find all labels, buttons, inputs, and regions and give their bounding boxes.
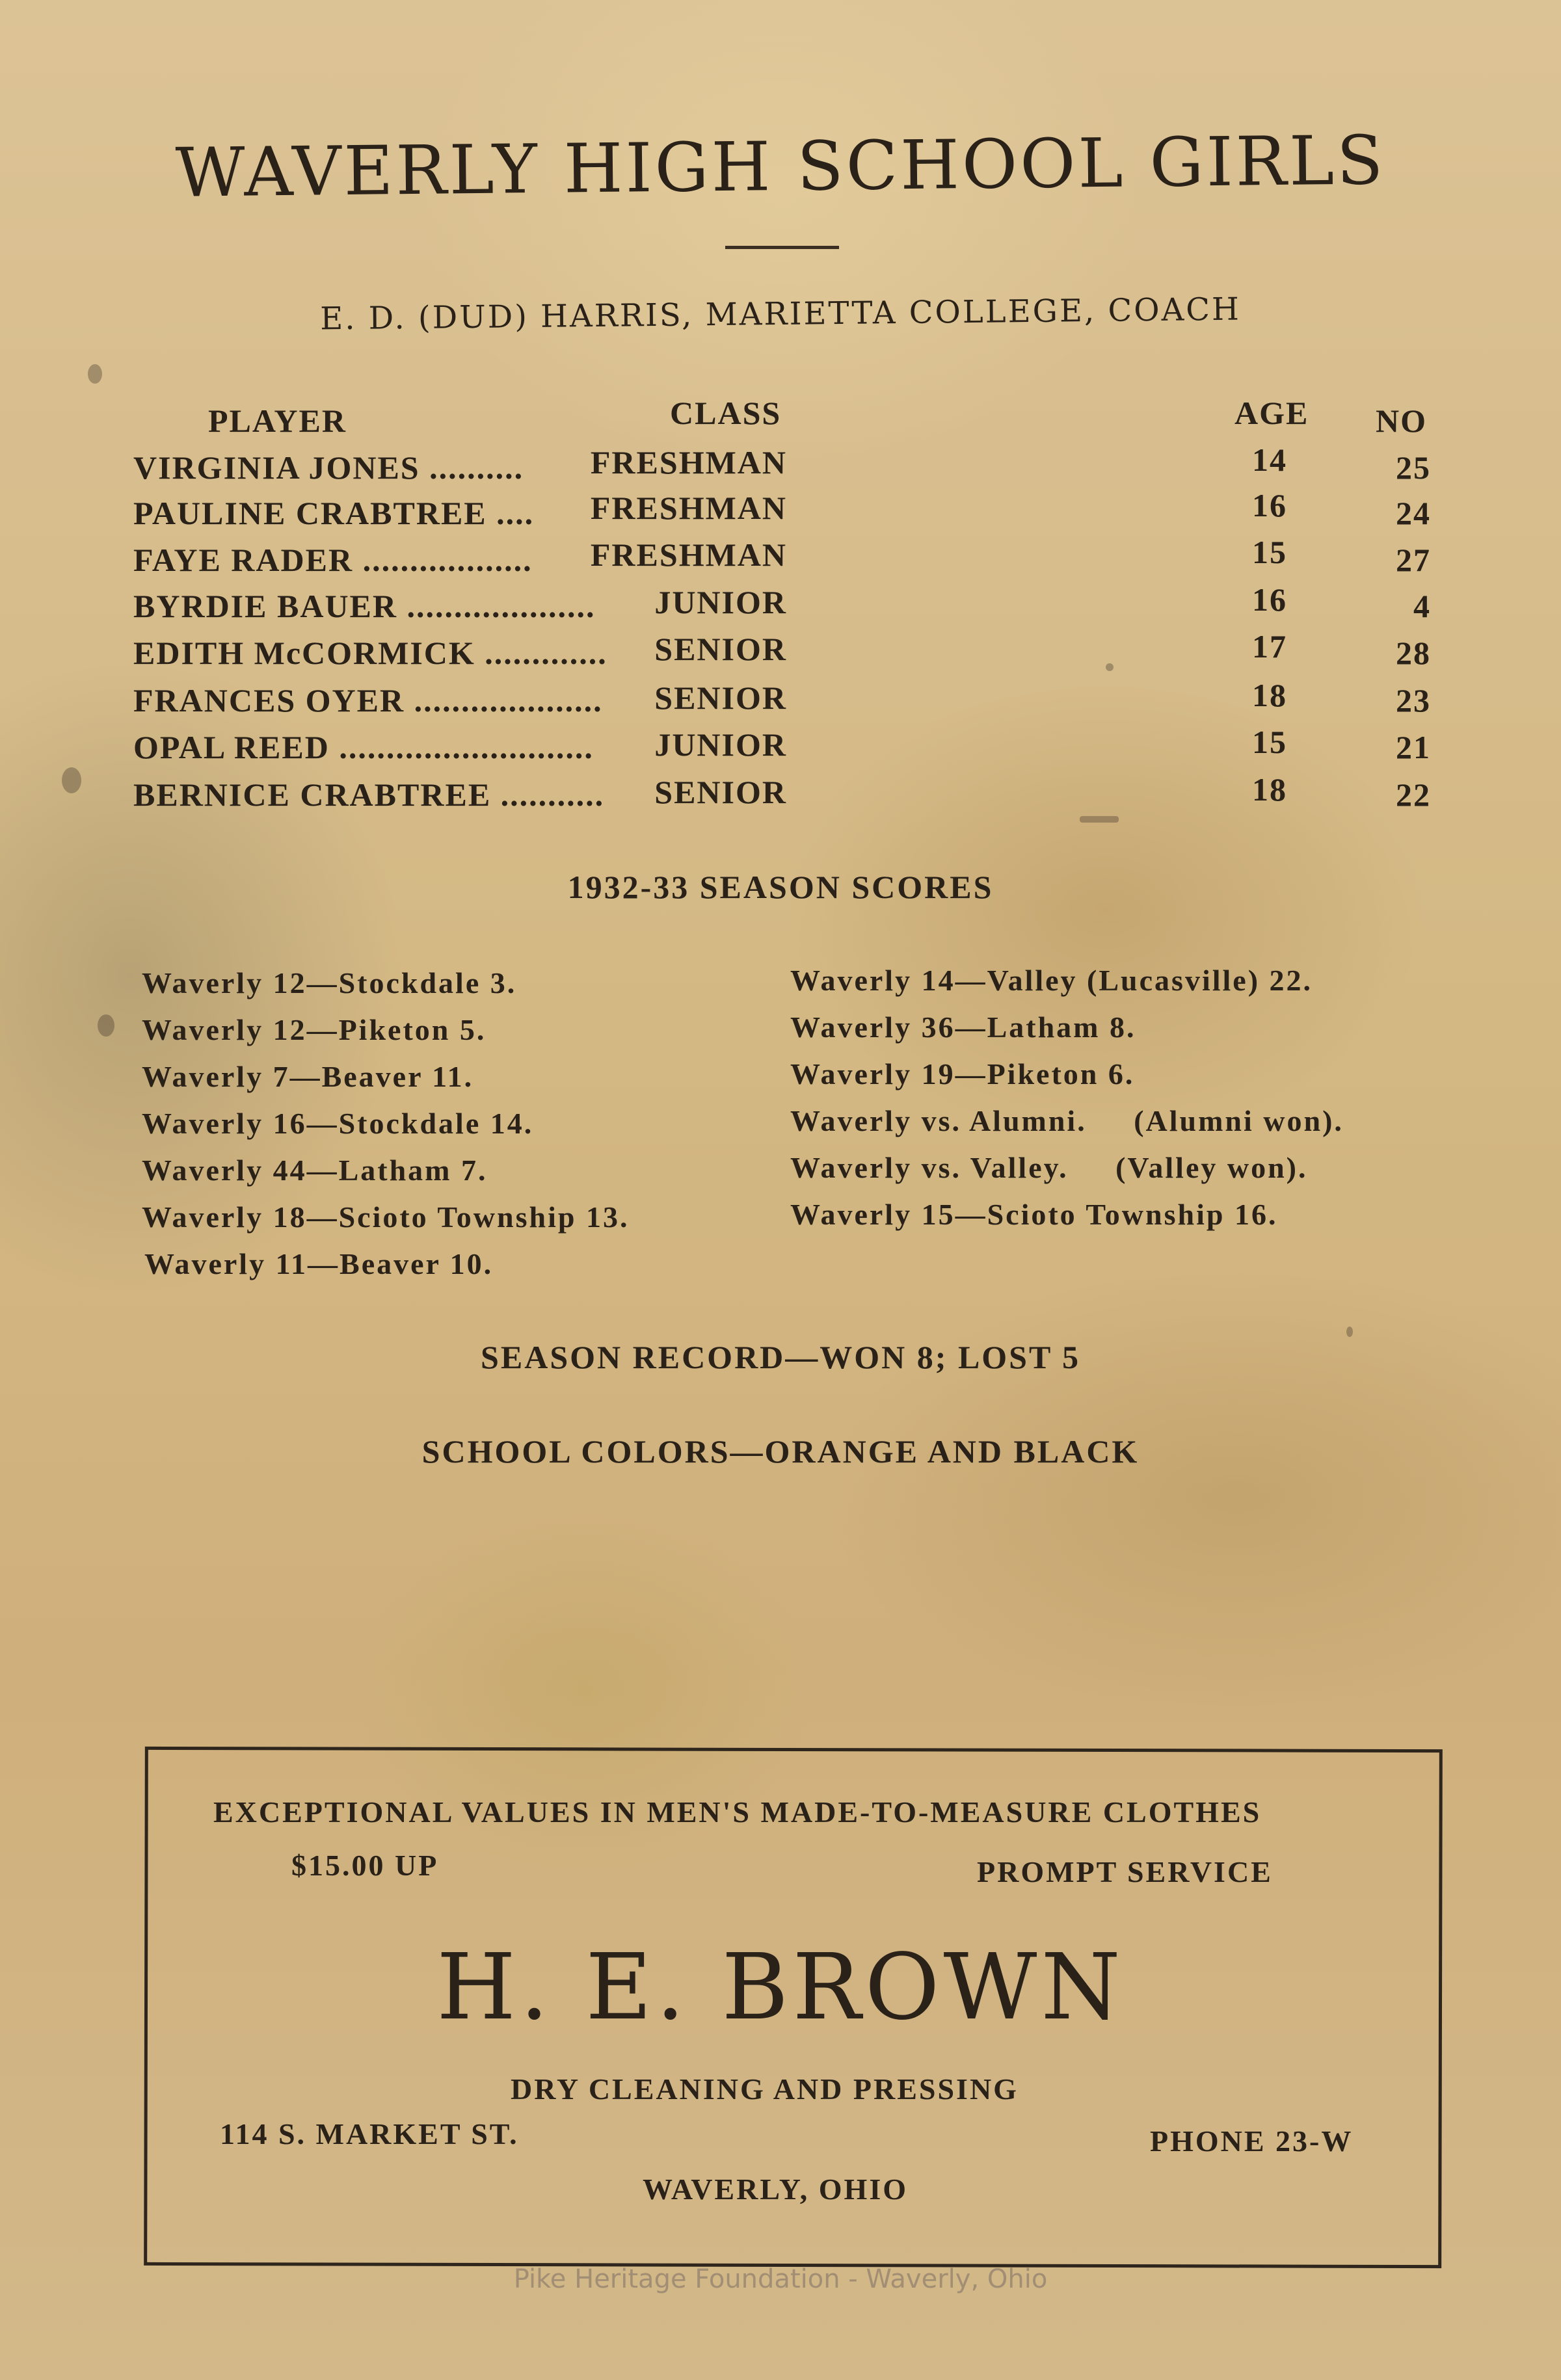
player-number: 4 bbox=[1413, 588, 1431, 624]
watermark: Pike Heritage Foundation - Waverly, Ohio bbox=[513, 2264, 1048, 2294]
player-age: 15 bbox=[1252, 724, 1287, 760]
player-number: 27 bbox=[1396, 542, 1431, 578]
player-name: BERNICE CRABTREE ........... bbox=[133, 776, 605, 813]
ad-phone: PHONE 23-W bbox=[1150, 2124, 1354, 2158]
player-number: 22 bbox=[1396, 776, 1431, 813]
score-line: Waverly 7—Beaver 11. bbox=[142, 1060, 474, 1093]
ad-city: WAVERLY, OHIO bbox=[643, 2173, 909, 2206]
player-age: 18 bbox=[1252, 771, 1287, 808]
roster-row bbox=[0, 771, 1561, 816]
player-number: 28 bbox=[1396, 635, 1431, 671]
score-line: Waverly 19—Piketon 6. bbox=[790, 1057, 1135, 1091]
school-colors: SCHOOL COLORS—ORANGE AND BLACK bbox=[421, 1433, 1140, 1470]
player-class: SENIOR bbox=[654, 774, 787, 810]
score-line: Waverly 36—Latham 8. bbox=[790, 1011, 1136, 1044]
stain-speck bbox=[1080, 816, 1119, 823]
player-class: FRESHMAN bbox=[590, 536, 787, 573]
score-line: Waverly vs. Alumni. (Alumni won). bbox=[790, 1104, 1344, 1137]
player-age: 16 bbox=[1252, 581, 1287, 618]
roster-row bbox=[0, 581, 1561, 628]
roster-row bbox=[0, 628, 1561, 674]
ad-service: PROMPT SERVICE bbox=[977, 1855, 1273, 1888]
roster-header-age: AGE bbox=[1234, 395, 1309, 431]
score-line: Waverly 14—Valley (Lucasville) 22. bbox=[790, 964, 1313, 997]
score-line: Waverly 15—Scioto Township 16. bbox=[790, 1198, 1278, 1231]
roster-header-player: PLAYER bbox=[208, 403, 347, 439]
ad-price: $15.00 UP bbox=[291, 1849, 439, 1882]
player-class: SENIOR bbox=[654, 631, 787, 667]
player-class: JUNIOR bbox=[654, 584, 787, 620]
score-line: Waverly vs. Valley. (Valley won). bbox=[790, 1151, 1308, 1184]
ad-tagline: DRY CLEANING AND PRESSING bbox=[511, 2072, 1019, 2106]
score-line: Waverly 11—Beaver 10. bbox=[144, 1247, 494, 1280]
page-title: WAVERLY HIGH SCHOOL GIRLS bbox=[175, 120, 1386, 213]
player-number: 21 bbox=[1396, 729, 1431, 765]
coach-line: E. D. (DUD) HARRIS, MARIETTA COLLEGE, COACH bbox=[319, 291, 1242, 337]
player-number: 23 bbox=[1396, 682, 1431, 719]
player-class: FRESHMAN bbox=[590, 490, 787, 526]
player-name: FAYE RADER .................. bbox=[133, 542, 533, 578]
player-class: SENIOR bbox=[654, 680, 787, 716]
player-class: JUNIOR bbox=[654, 726, 787, 763]
ad-address: 114 S. MARKET ST. bbox=[220, 2117, 519, 2150]
player-class: FRESHMAN bbox=[590, 444, 787, 481]
player-age: 18 bbox=[1252, 677, 1287, 713]
player-age: 17 bbox=[1252, 628, 1287, 665]
roster-row bbox=[0, 487, 1561, 535]
season-scores-title: 1932-33 SEASON SCORES bbox=[567, 869, 994, 905]
player-name: FRANCES OYER .................... bbox=[133, 682, 603, 719]
stain-speck bbox=[1346, 1327, 1353, 1337]
title-divider bbox=[725, 246, 839, 249]
score-line: Waverly 12—Piketon 5. bbox=[142, 1013, 487, 1046]
player-number: 24 bbox=[1396, 495, 1431, 531]
roster-row bbox=[0, 677, 1561, 722]
score-line: Waverly 18—Scioto Township 13. bbox=[142, 1200, 630, 1234]
score-line: Waverly 12—Stockdale 3. bbox=[142, 966, 517, 999]
roster-row bbox=[0, 724, 1561, 769]
roster-row bbox=[0, 534, 1561, 581]
player-age: 15 bbox=[1252, 534, 1287, 570]
season-record: SEASON RECORD—WON 8; LOST 5 bbox=[481, 1339, 1080, 1375]
player-name: BYRDIE BAUER .................... bbox=[133, 588, 596, 624]
roster-header-no: NO bbox=[1376, 403, 1427, 439]
ad-brand-name: H. E. BROWN bbox=[436, 1935, 1125, 2041]
player-number: 25 bbox=[1396, 449, 1431, 486]
roster-row bbox=[0, 442, 1561, 489]
roster-header-class: CLASS bbox=[670, 395, 782, 431]
player-name: OPAL REED ........................... bbox=[133, 729, 594, 765]
stain-speck bbox=[88, 364, 102, 384]
player-age: 16 bbox=[1252, 487, 1287, 523]
score-line: Waverly 44—Latham 7. bbox=[142, 1154, 488, 1187]
player-name: PAULINE CRABTREE .... bbox=[133, 495, 535, 531]
stain-speck bbox=[98, 1014, 114, 1037]
score-line: Waverly 16—Stockdale 14. bbox=[142, 1107, 534, 1140]
ad-headline: EXCEPTIONAL VALUES IN MEN'S MADE-TO-MEASURE CLOTHES bbox=[213, 1795, 1262, 1829]
player-name: EDITH McCORMICK ............. bbox=[133, 635, 607, 671]
player-age: 14 bbox=[1252, 442, 1287, 478]
player-name: VIRGINIA JONES .......... bbox=[133, 449, 524, 486]
